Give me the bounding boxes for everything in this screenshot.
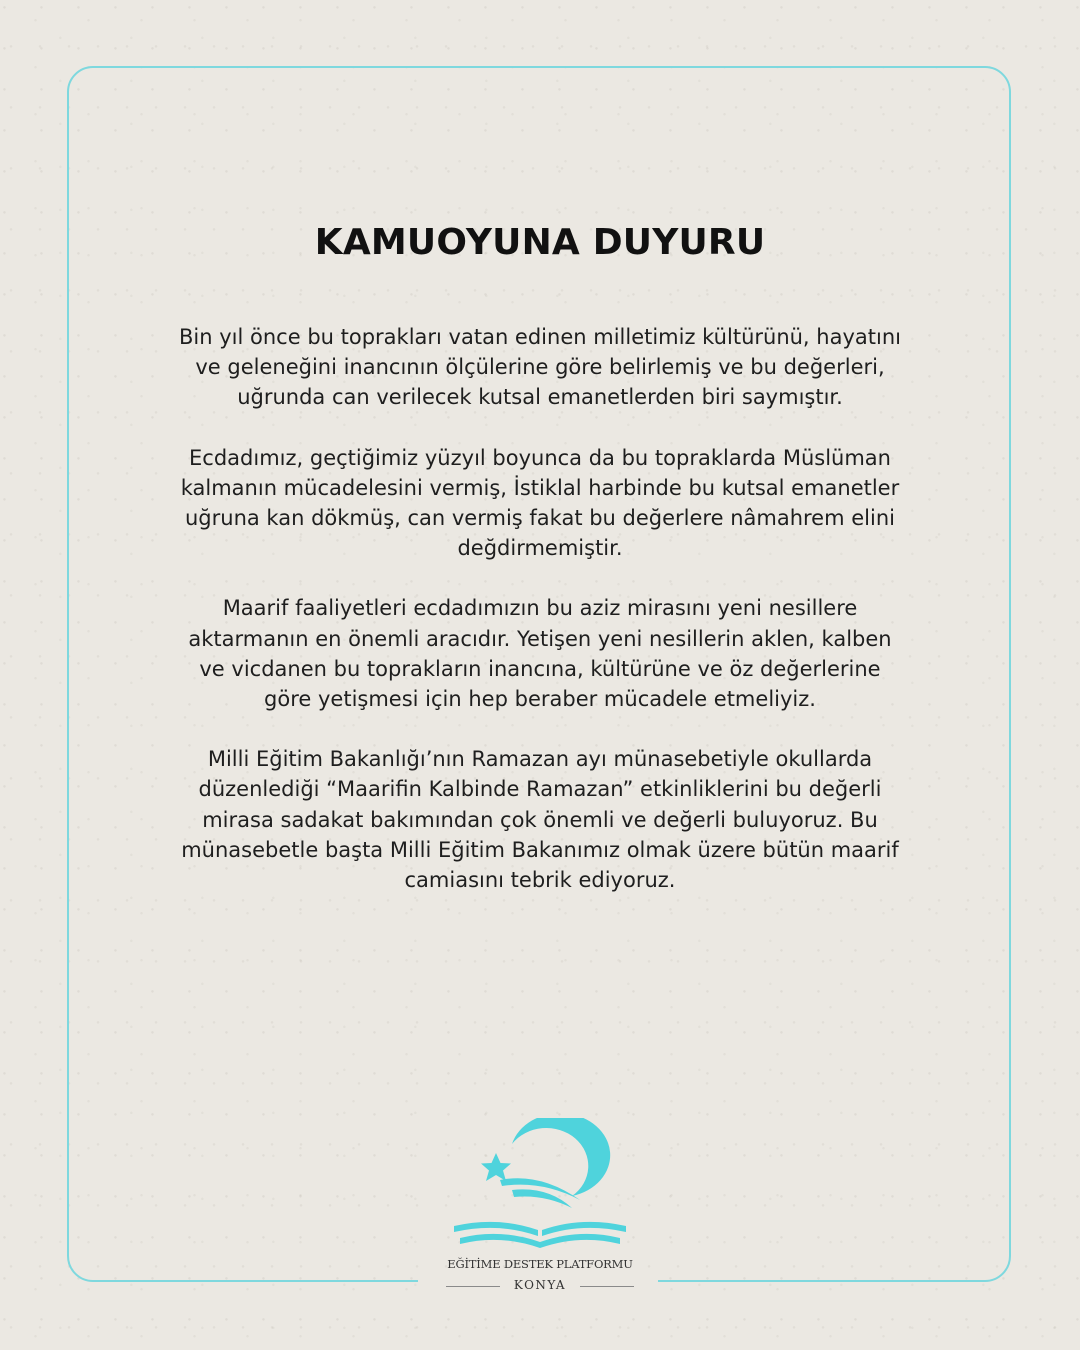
paragraph-1: Bin yıl önce bu toprakları vatan edinen milletimiz kültürünü, hayatını ve geleneğini inancının ölçülerine göre belirlemiş ve bu değerleri, uğrunda can verilecek kutsal emanetlerden biri saymıştır. — [179, 325, 901, 410]
paragraph-4: Milli Eğitim Bakanlığı’nın Ramazan ayı münasebetiyle okullarda düzenlediği “Maarifin Kalbinde Ramazan” etkinliklerini bu değerli mirasa sadakat bakımından çok önemli ve değerli buluyoruz. Bu münasebetle başta Milli Eğitim Bakanımız olmak üzere bütün maarif camiasını tebrik ediyoruz. — [181, 747, 899, 893]
paragraph-3: Maarif faaliyetleri ecdadımızın bu aziz mirasını yeni nesillere aktarmanın en önemli aracıdır. Yetişen yeni nesillerin aklen, kalben ve vicdanen bu toprakların inancına, kültürüne ve öz değerlerine göre yetişmesi için hep beraber mücadele etmeliyiz. — [188, 596, 892, 712]
page-title: KAMUOYUNA DUYURU — [314, 222, 766, 263]
announcement-body — [175, 322, 905, 925]
organization-city: KONYA — [513, 1278, 567, 1292]
organization-name: EĞİTİME DESTEK PLATFORMU — [447, 1257, 633, 1271]
divider-line-right — [580, 1286, 634, 1287]
organization-city-row — [440, 1278, 640, 1294]
organization-logo — [440, 1118, 640, 1298]
paragraph-2: Ecdadımız, geçtiğimiz yüzyıl boyunca da bu topraklarda Müslüman kalmanın mücadelesini vermiş, İstiklal harbinde bu kutsal emanetler uğruna kan dökmüş, can vermiş fakat bu değerlere nâmahrem elini değdirmemiştir. — [180, 445, 900, 561]
crescent-star-book-logo — [440, 1118, 640, 1253]
